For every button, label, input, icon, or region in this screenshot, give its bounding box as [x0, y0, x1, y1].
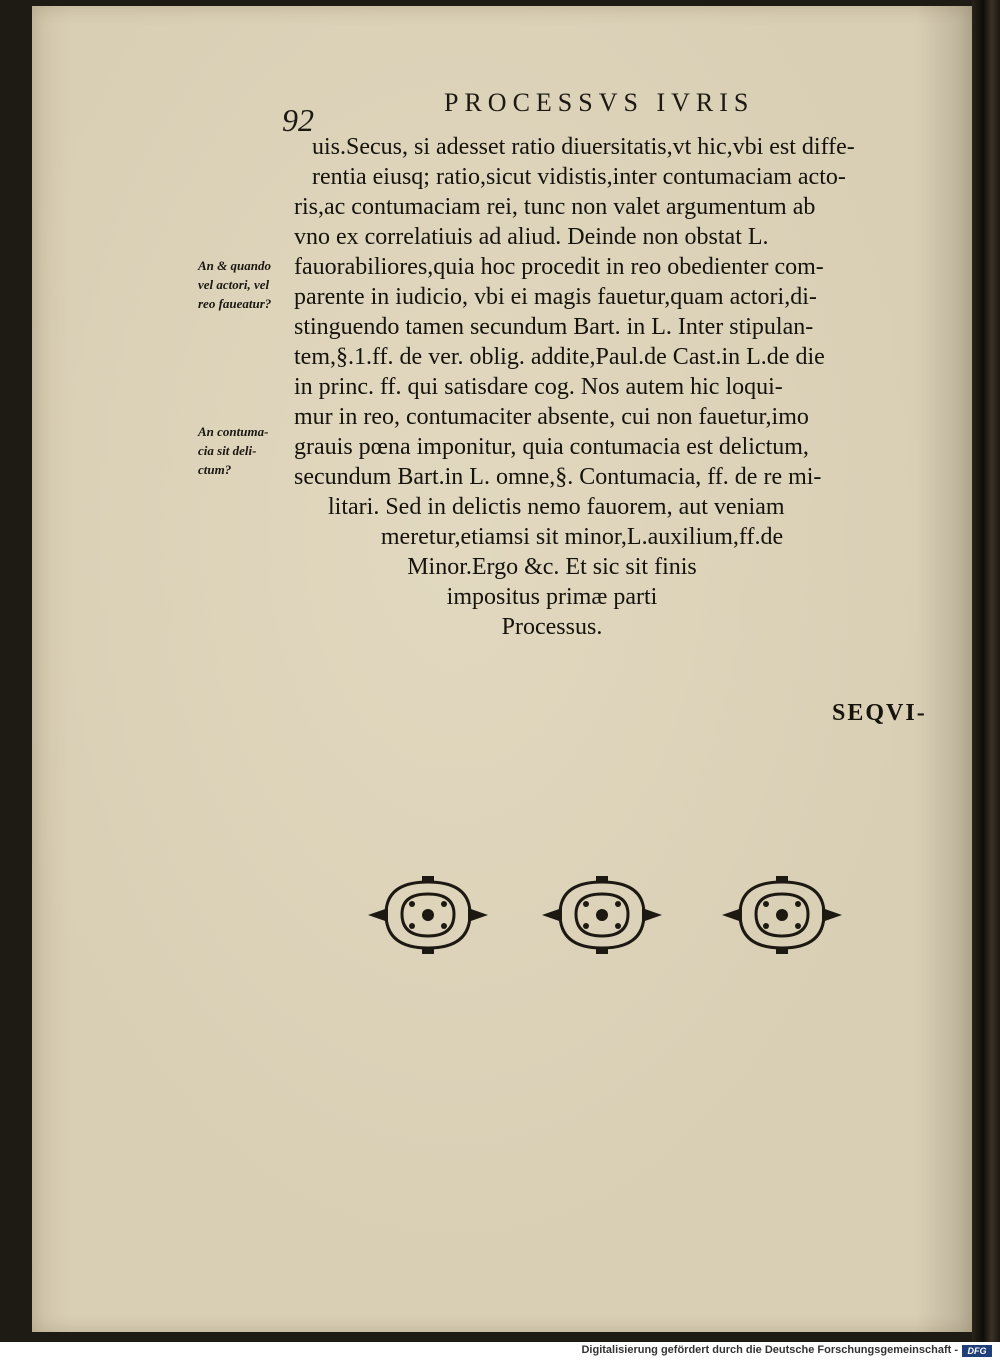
fleuron-ornament-icon — [366, 874, 490, 956]
body-line: meretur,etiamsi sit minor,L.auxilium,ff.de — [380, 524, 784, 550]
sidenote-line: cia sit deli- — [198, 443, 257, 458]
body-line: litari. Sed in delictis nemo fauorem, aut veniam — [328, 494, 785, 520]
page-number: 92 — [282, 102, 314, 138]
body-line: impositus primæ parti — [446, 584, 658, 610]
fleuron-ornament-icon — [540, 874, 664, 956]
body-line: Minor.Ergo &c. Et sic sit finis — [407, 554, 697, 580]
body-line: fauorabiliores,quia hoc procedit in reo obedienter com- — [294, 254, 824, 280]
body-line: mur in reo, contumaciter absente, cui non fauetur,imo — [294, 404, 809, 430]
body-line: vno ex correlatiuis ad aliud. Deinde non obstat L. — [294, 224, 769, 250]
fleuron-ornament-icon — [720, 874, 844, 956]
sidenote-line: ctum? — [198, 462, 232, 477]
body-line: ris,ac contumaciam rei, tunc non valet argumentum ab — [294, 194, 816, 220]
body-line: parente in iudicio, vbi ei magis fauetur,quam actori,di- — [294, 284, 817, 310]
body-line: uis.Secus, si adesset ratio diuersitatis,vt hic,vbi est diffe- — [312, 134, 855, 160]
sidenote-line: An & quando — [198, 258, 271, 273]
body-line: Processus. — [501, 614, 603, 640]
running-head: PROCESSVS IVRIS — [444, 88, 755, 117]
sidenote-line: reo faueatur? — [198, 296, 272, 311]
book-binding-edge — [972, 0, 1000, 1342]
dfg-logo: DFG — [962, 1345, 992, 1357]
body-line: tem,§.1.ff. de ver. oblig. addite,Paul.de Cast.in L.de die — [294, 344, 825, 370]
sidenote-line: An contuma- — [198, 424, 269, 439]
book-page — [32, 6, 972, 1332]
body-line: grauis pœna imponitur, quia contumacia est delictum, — [294, 434, 809, 460]
body-line: rentia eiusq; ratio,sicut vidistis,inter contumaciam acto- — [312, 164, 846, 190]
digitization-footer — [0, 1342, 1000, 1361]
sidenote-line: vel actori, vel — [198, 277, 270, 292]
body-line: in princ. ff. qui satisdare cog. Nos autem hic loqui- — [294, 374, 783, 400]
funding-credit: Digitalisierung gefördert durch die Deutsche Forschungsgemeinschaft - — [581, 1344, 958, 1356]
catchword: SEQVI- — [832, 700, 927, 726]
body-line: secundum Bart.in L. omne,§. Contumacia, ff. de re mi- — [294, 464, 822, 490]
body-line: stinguendo tamen secundum Bart. in L. Inter stipulan- — [294, 314, 814, 340]
